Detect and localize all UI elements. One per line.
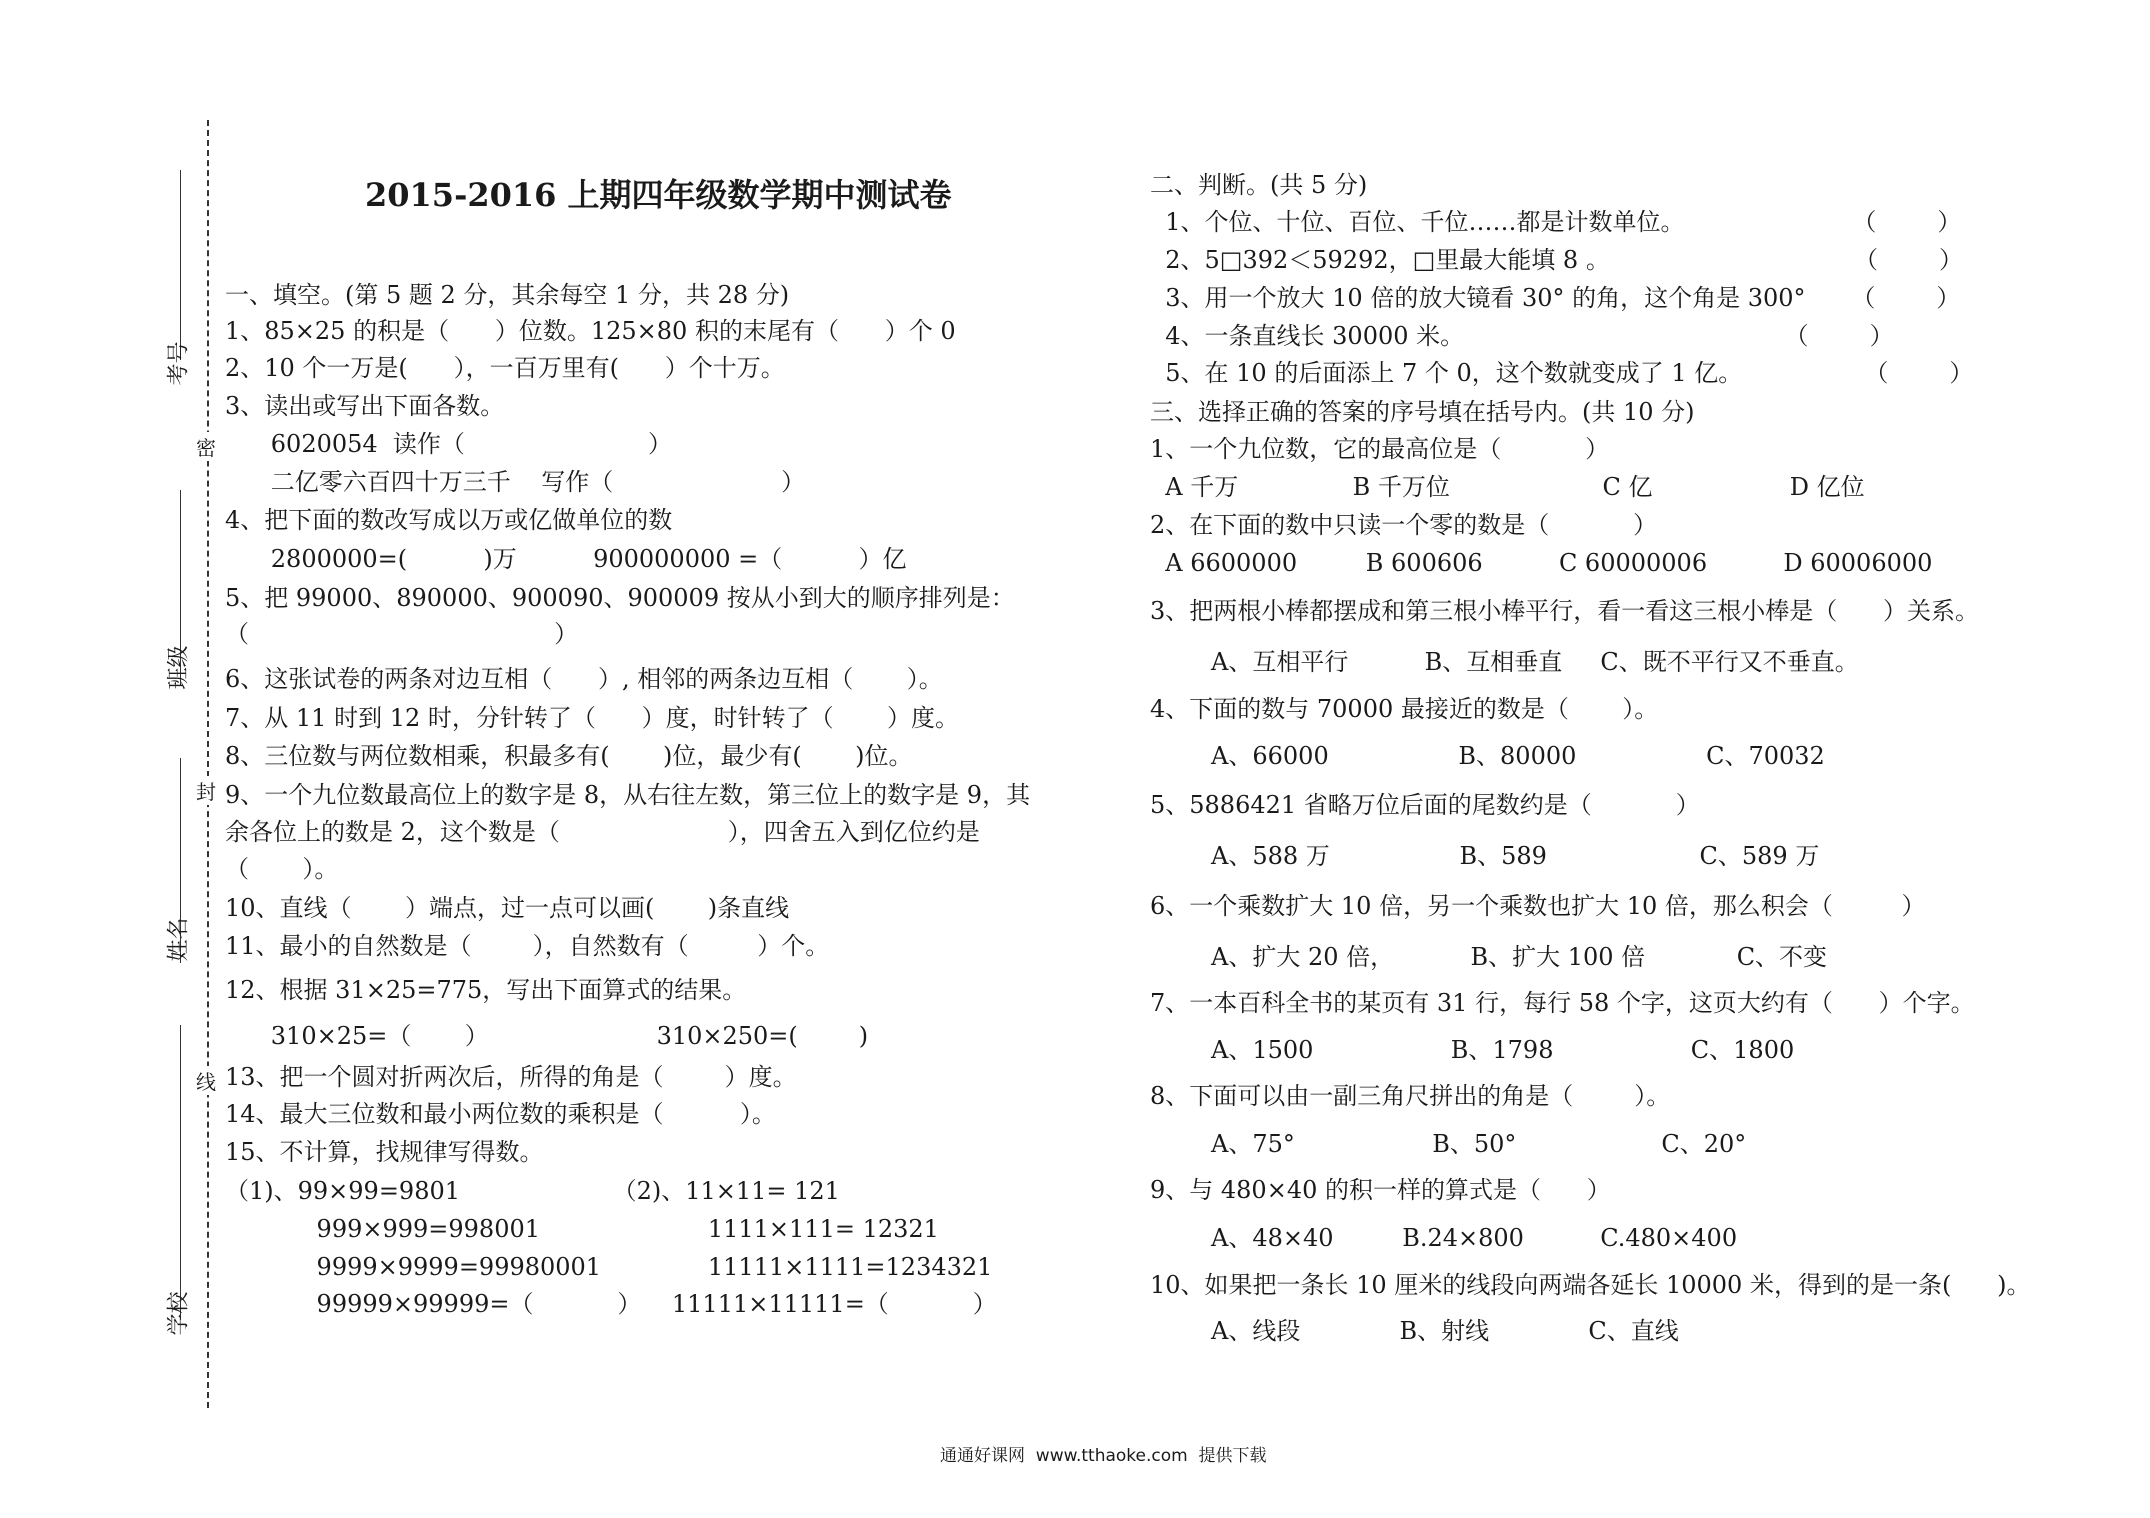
q1-10: 10、直线（ ）端点，过一点可以画( )条直线 bbox=[225, 894, 790, 922]
q1-4: 4、把下面的数改写成以万或亿做单位的数 bbox=[225, 506, 673, 534]
seal-char-feng: 封 bbox=[196, 776, 216, 805]
q2-1: 1、个位、十位、百位、千位……都是计数单位。 （ ） bbox=[1150, 208, 1962, 236]
q1-3: 3、读出或写出下面各数。 bbox=[225, 392, 505, 420]
q3-3: 3、把两根小棒都摆成和第三根小棒平行，看一看这三根小棒是（ ）关系。 bbox=[1150, 597, 1980, 625]
q1-4-items: 2800000=( )万 900000000 =（ ）亿 bbox=[225, 545, 907, 573]
q3-5: 5、5886421 省略万位后面的尾数约是（ ） bbox=[1150, 791, 1700, 819]
q1-15: 15、不计算，找规律写得数。 bbox=[225, 1138, 544, 1166]
q1-3-b: 二亿零六百四十万三千 写作（ ） bbox=[225, 468, 806, 496]
seal-char-mi: 密 bbox=[196, 432, 216, 461]
footer-credit: 通通好课网 www.tthaoke.com 提供下载 bbox=[940, 1446, 1267, 1466]
q3-3-options: A、互相平行 B、互相垂直 C、既不平行又不垂直。 bbox=[1150, 648, 1859, 676]
q1-9-c: （ ）。 bbox=[225, 855, 339, 883]
q2-5: 5、在 10 的后面添上 7 个 0，这个数就变成了 1 亿。 （ ） bbox=[1150, 359, 1974, 387]
kaohao-underline bbox=[180, 170, 181, 360]
q3-9-options: A、48×40 B.24×800 C.480×400 bbox=[1150, 1224, 1738, 1252]
q1-15-row1: （1)、99×99=9801 （2)、11×11= 121 bbox=[225, 1177, 840, 1205]
q1-11: 11、最小的自然数是（ ），自然数有（ ）个。 bbox=[225, 932, 830, 960]
q2-3: 3、用一个放大 10 倍的放大镜看 30° 的角，这个角是 300° （ ） bbox=[1150, 284, 1961, 312]
q3-9: 9、与 480×40 的积一样的算式是（ ） bbox=[1150, 1176, 1611, 1204]
q3-5-options: A、588 万 B、589 C、589 万 bbox=[1150, 842, 1820, 870]
binding-label-xuexiao: 学校 bbox=[166, 1291, 192, 1336]
q2-2: 2、5□392＜59292，□里最大能填 8 。 （ ） bbox=[1150, 246, 1963, 274]
q1-15-row3: 9999×9999=99980001 11111×1111=1234321 bbox=[225, 1253, 993, 1281]
q1-9-a: 9、一个九位数最高位上的数字是 8，从右往左数，第三位上的数字是 9，其 bbox=[225, 781, 1031, 809]
seal-char-xian: 线 bbox=[196, 1066, 216, 1095]
xuexiao-underline bbox=[180, 1025, 181, 1320]
q3-6-options: A、扩大 20 倍， B、扩大 100 倍 C、不变 bbox=[1150, 943, 1828, 971]
q3-1: 1、一个九位数，它的最高位是（ ） bbox=[1150, 435, 1610, 463]
q1-2: 2、10 个一万是( ），一百万里有( ）个十万。 bbox=[225, 354, 785, 382]
q3-1-options: A 千万 B 千万位 C 亿 D 亿位 bbox=[1150, 473, 1865, 501]
q1-9-b: 余各位上的数是 2，这个数是（ ），四舍五入到亿位约是 bbox=[225, 818, 980, 846]
q3-8: 8、下面可以由一副三角尺拼出的角是（ ）。 bbox=[1150, 1082, 1671, 1110]
q3-10: 10、如果把一条长 10 厘米的线段向两端各延长 10000 米，得到的是一条( )。 bbox=[1150, 1271, 2031, 1299]
binding-label-xingming: 姓名 bbox=[166, 917, 192, 962]
binding-dashed-line bbox=[207, 120, 209, 1408]
q3-7-options: A、1500 B、1798 C、1800 bbox=[1150, 1036, 1795, 1064]
binding-label-banji: 班级 bbox=[166, 645, 192, 690]
q1-15-row2: 999×999=998001 1111×111= 12321 bbox=[225, 1215, 939, 1243]
q1-1: 1、85×25 的积是（ ）位数。125×80 积的末尾有（ ）个 0 bbox=[225, 317, 956, 345]
q1-6: 6、这张试卷的两条对边互相（ ）, 相邻的两条边互相（ ）。 bbox=[225, 665, 943, 693]
q1-13: 13、把一个圆对折两次后，所得的角是（ ）度。 bbox=[225, 1063, 797, 1091]
q3-8-options: A、75° B、50° C、20° bbox=[1150, 1130, 1747, 1158]
exam-title: 2015-2016 上期四年级数学期中测试卷 bbox=[365, 176, 952, 214]
q3-4: 4、下面的数与 70000 最接近的数是（ ）。 bbox=[1150, 695, 1659, 723]
section-1-heading: 一、填空。(第 5 题 2 分，其余每空 1 分，共 28 分) bbox=[225, 281, 790, 309]
q1-8: 8、三位数与两位数相乘，积最多有( )位，最少有( )位。 bbox=[225, 742, 913, 770]
q3-6: 6、一个乘数扩大 10 倍，另一个乘数也扩大 10 倍，那么积会（ ） bbox=[1150, 892, 1926, 920]
q3-2-options: A 6600000 B 600606 C 60000006 D 60006000 bbox=[1150, 549, 1933, 577]
q1-14: 14、最大三位数和最小两位数的乘积是（ ）。 bbox=[225, 1100, 776, 1128]
q1-3-a: 6020054 读作（ ） bbox=[225, 430, 673, 458]
q1-12: 12、根据 31×25=775，写出下面算式的结果。 bbox=[225, 976, 747, 1004]
q1-15-row4: 99999×99999=（ ） 11111×11111=（ ） bbox=[225, 1290, 997, 1318]
q3-2: 2、在下面的数中只读一个零的数是（ ） bbox=[1150, 511, 1658, 539]
q2-4: 4、一条直线长 30000 米。 （ ） bbox=[1150, 322, 1894, 350]
section-2-heading: 二、判断。(共 5 分) bbox=[1150, 171, 1368, 199]
q1-12-items: 310×25=（ ） 310×250=( ) bbox=[225, 1022, 869, 1050]
binding-label-kaohao: 考号 bbox=[166, 341, 192, 386]
q1-7: 7、从 11 时到 12 时，分针转了（ ）度，时针转了（ ）度。 bbox=[225, 704, 960, 732]
q1-5-answer: （ ） bbox=[225, 620, 579, 648]
q3-4-options: A、66000 B、80000 C、70032 bbox=[1150, 742, 1825, 770]
q3-10-options: A、线段 B、射线 C、直线 bbox=[1150, 1317, 1679, 1345]
section-3-heading: 三、选择正确的答案的序号填在括号内。(共 10 分) bbox=[1150, 398, 1695, 426]
q1-5: 5、把 99000、890000、900090、900009 按从小到大的顺序排列是： bbox=[225, 584, 1015, 612]
q3-7: 7、一本百科全书的某页有 31 行，每行 58 个字，这页大约有（ ）个字。 bbox=[1150, 989, 1975, 1017]
